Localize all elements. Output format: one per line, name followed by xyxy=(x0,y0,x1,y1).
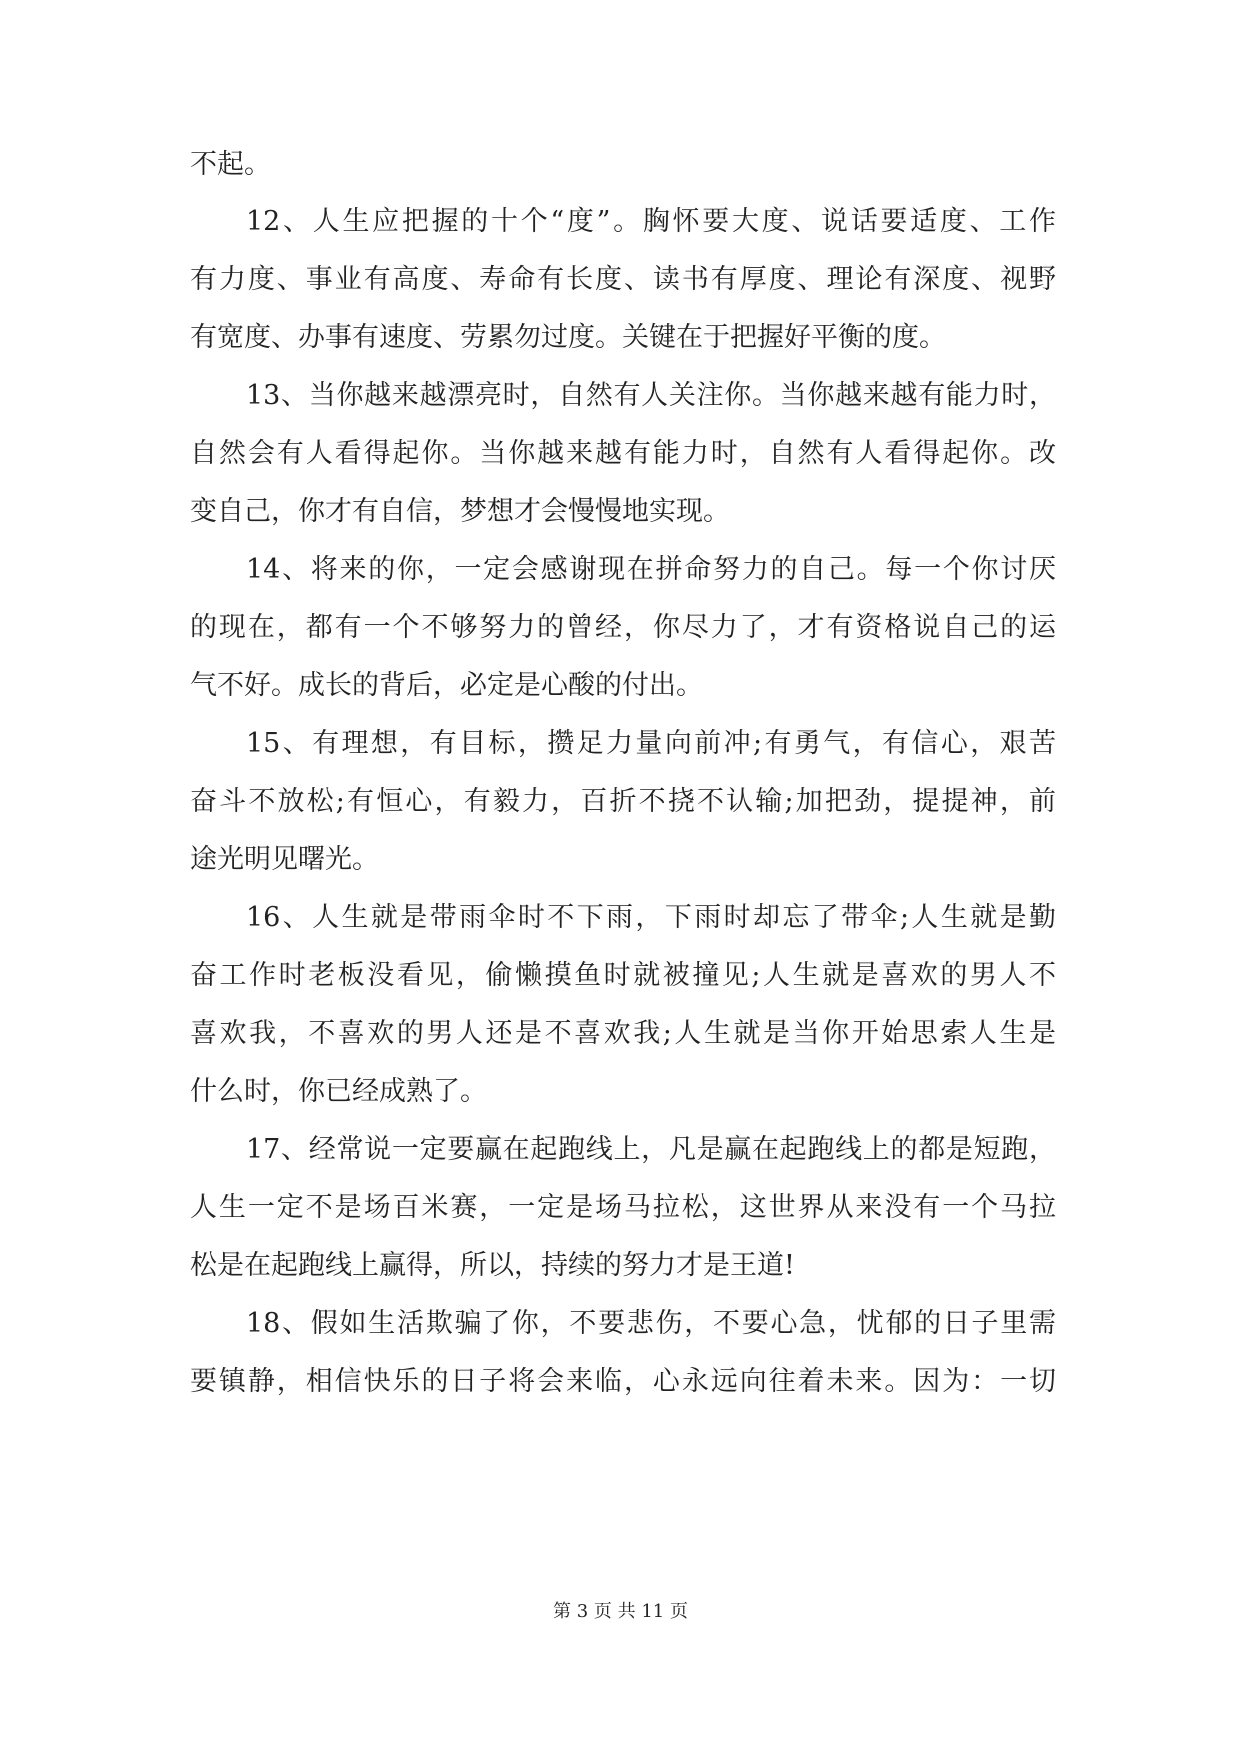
text-line: 途光明见曙光。 xyxy=(190,844,379,875)
text-line: 的现在，都有一个不够努力的曾经，你尽力了，才有资格说自己的运 xyxy=(190,612,1056,643)
text-line: 17、经常说一定要赢在起跑线上，凡是赢在起跑线上的都是短跑， xyxy=(246,1134,1056,1165)
text-line: 12、人生应把握的十个“度”。胸怀要大度、说话要适度、工作 xyxy=(246,206,1056,237)
text-line: 要镇静，相信快乐的日子将会来临，心永远向往着未来。因为：一切 xyxy=(190,1366,1056,1397)
text-line: 气不好。成长的背后，必定是心酸的付出。 xyxy=(190,670,703,701)
text-line: 奋斗不放松;有恒心，有毅力，百折不挠不认输;加把劲，提提神，前 xyxy=(190,786,1056,817)
text-line: 16、人生就是带雨伞时不下雨，下雨时却忘了带伞;人生就是勤 xyxy=(246,902,1056,933)
text-line: 自然会有人看得起你。当你越来越有能力时，自然有人看得起你。改 xyxy=(190,438,1056,469)
page-footer: 第 3 页 共 11 页 xyxy=(553,1601,688,1622)
text-line: 喜欢我，不喜欢的男人还是不喜欢我;人生就是当你开始思索人生是 xyxy=(190,1018,1056,1049)
text-line: 什么时，你已经成熟了。 xyxy=(190,1076,487,1107)
text-line: 松是在起跑线上赢得，所以，持续的努力才是王道! xyxy=(190,1250,795,1281)
text-line: 14、将来的你，一定会感谢现在拼命努力的自己。每一个你讨厌 xyxy=(246,554,1056,585)
text-line: 15、有理想，有目标，攒足力量向前冲;有勇气，有信心，艰苦 xyxy=(246,728,1056,759)
text-line: 奋工作时老板没看见，偷懒摸鱼时就被撞见;人生就是喜欢的男人不 xyxy=(190,960,1056,991)
text-line: 变自己，你才有自信，梦想才会慢慢地实现。 xyxy=(190,496,730,527)
text-line: 13、当你越来越漂亮时，自然有人关注你。当你越来越有能力时， xyxy=(246,380,1056,411)
text-line: 有力度、事业有高度、寿命有长度、读书有厚度、理论有深度、视野 xyxy=(190,264,1056,295)
text-line: 不起。 xyxy=(190,149,271,180)
text-line: 人生一定不是场百米赛，一定是场马拉松，这世界从来没有一个马拉 xyxy=(190,1192,1056,1223)
text-line: 18、假如生活欺骗了你，不要悲伤，不要心急，忧郁的日子里需 xyxy=(246,1308,1056,1339)
text-line: 有宽度、办事有速度、劳累勿过度。关键在于把握好平衡的度。 xyxy=(190,322,946,353)
